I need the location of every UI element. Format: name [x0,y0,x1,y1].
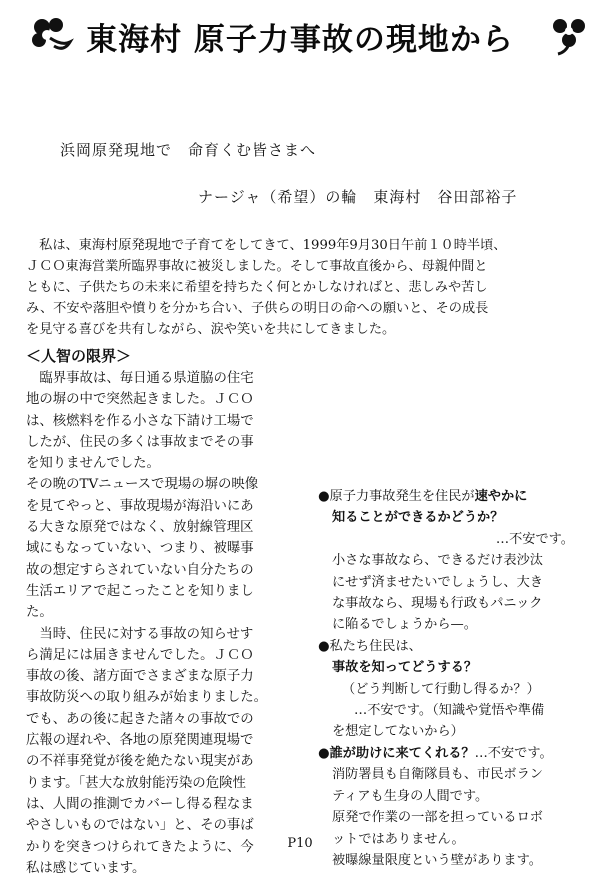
right-column [318,486,590,871]
question-line: ●私たち住民は、 [318,638,422,654]
body-line: でも、あの後に起きた諸々の事故での [26,711,254,727]
body-line: る大きな原発ではなく、放射線管理区 [26,520,254,536]
body-line: を知りませんでした。 [26,456,160,472]
body-line: に陥るでしょうから—。 [332,617,477,633]
body-line: 当時、住民に対する事故の知らせす [26,626,254,642]
article-byline: ナージャ（希望）の輪 東海村 谷田部裕子 [198,188,518,206]
question-line [318,486,590,507]
answer-text: …不安です。（知識や覚悟や準備 [354,703,545,719]
page-number: P10 [287,836,313,851]
body-line: やさしいものではない」と、その事ば [26,818,254,834]
intro-line: ともに、子供たちの未来に希望を持ちたく何とかしなければと、悲しみや苦し [26,280,488,295]
body-line: その晩のTVニュースで現場の塀の映像 [26,477,259,493]
body-line: （どう判断して行動し得るか？） [342,681,540,697]
body-line: ります。「甚大な放射能汚染の危険性 [26,775,246,791]
answer-text: …不安です。 [495,531,574,547]
body-line: 原発で作業の一部を担っているロボ [332,810,543,826]
body-line: 被曝線量限度という壁があります。 [332,852,542,868]
body-line: 消防署員も自衛隊員も、市民ボラン [332,767,543,783]
body-line: 生活エリアで起こったことを知りまし [26,583,254,599]
body-line: は、人間の推測でカバーし得る程なま [26,796,254,812]
clover-ornament-icon [548,16,594,56]
question-emphasis: 速やかに [474,489,528,504]
body-line: 事故の後、諸方面でさまざまな原子力 [26,669,254,685]
page-title: 東海村 原子力事故の現地から [86,22,514,58]
left-column [26,368,318,879]
body-line: ティアも生身の人間です。 [332,788,489,804]
body-line: かりを突きつけられてきたように、今 [26,839,254,855]
article-heading: 浜岡原発現地で 命育くむ皆さまへ [60,141,317,159]
question-text: ●原子力事故発生を住民が [318,489,475,504]
body-line: 広報の遅れや、各地の原発関連現場で [26,733,254,749]
intro-paragraph [26,235,582,340]
body-line: 地の塀の中で突然起きました。ＪＣＯ [26,392,254,408]
body-line: を見てやっと、事故現場が海沿いにあ [26,498,254,514]
intro-line: 私は、東海村原発現地で子育てをしてきて、1999年9月30日午前１０時半頃、 [26,238,507,253]
body-line: な事故なら、現場も行政もパニック [332,596,543,612]
body-line: の不祥事発覚が後を絶たない現実があ [26,754,254,770]
body-line: を想定してないから） [332,724,464,740]
body-line: 臨界事故は、毎日通る県道脇の住宅 [26,371,254,386]
body-line: したが、住民の多くは事故までその事 [26,434,254,450]
question-emphasis: 事故を知ってどうする？ [332,660,478,676]
body-line: ットではありません。 [332,831,465,847]
body-line: ら満足には届きませんでした。ＪＣＯ [26,647,254,663]
intro-line: を見守る喜びを共有しながら、涙や笑いを共にしてきました。 [26,322,396,337]
body-line: にせず済ませたいでしょうし、大き [332,574,543,590]
intro-line: み、不安や落胆や憤りを分かち合い、子供らの明日の命への願いと、その成長 [26,301,489,316]
section-heading: ＜人智の限界＞ [26,347,132,365]
body-line: 域にもなっていない、つまり、被曝事 [26,541,254,557]
intro-line: ＪＣＯ東海営業所臨界事故に被災しました。そして事故直後から、母親仲間と [26,259,488,274]
answer-text: …不安です。 [474,745,553,761]
body-line: 事故防災への取り組みが始まりました。 [26,690,268,706]
body-line: 故の想定すらされていない自分たちの [26,562,254,578]
body-line: は、核燃料を作る小さな下請け工場で [26,413,254,429]
question-emphasis: 知ることができるかどうか？ [332,510,504,526]
body-line: 私は感じています。 [26,860,146,876]
body-line: 小さな事故なら、できるだけ表沙汰 [332,553,543,569]
question-emphasis: ●誰が助けに来てくれる？ [318,745,475,761]
question-line [318,743,590,764]
body-line: た。 [26,605,53,621]
